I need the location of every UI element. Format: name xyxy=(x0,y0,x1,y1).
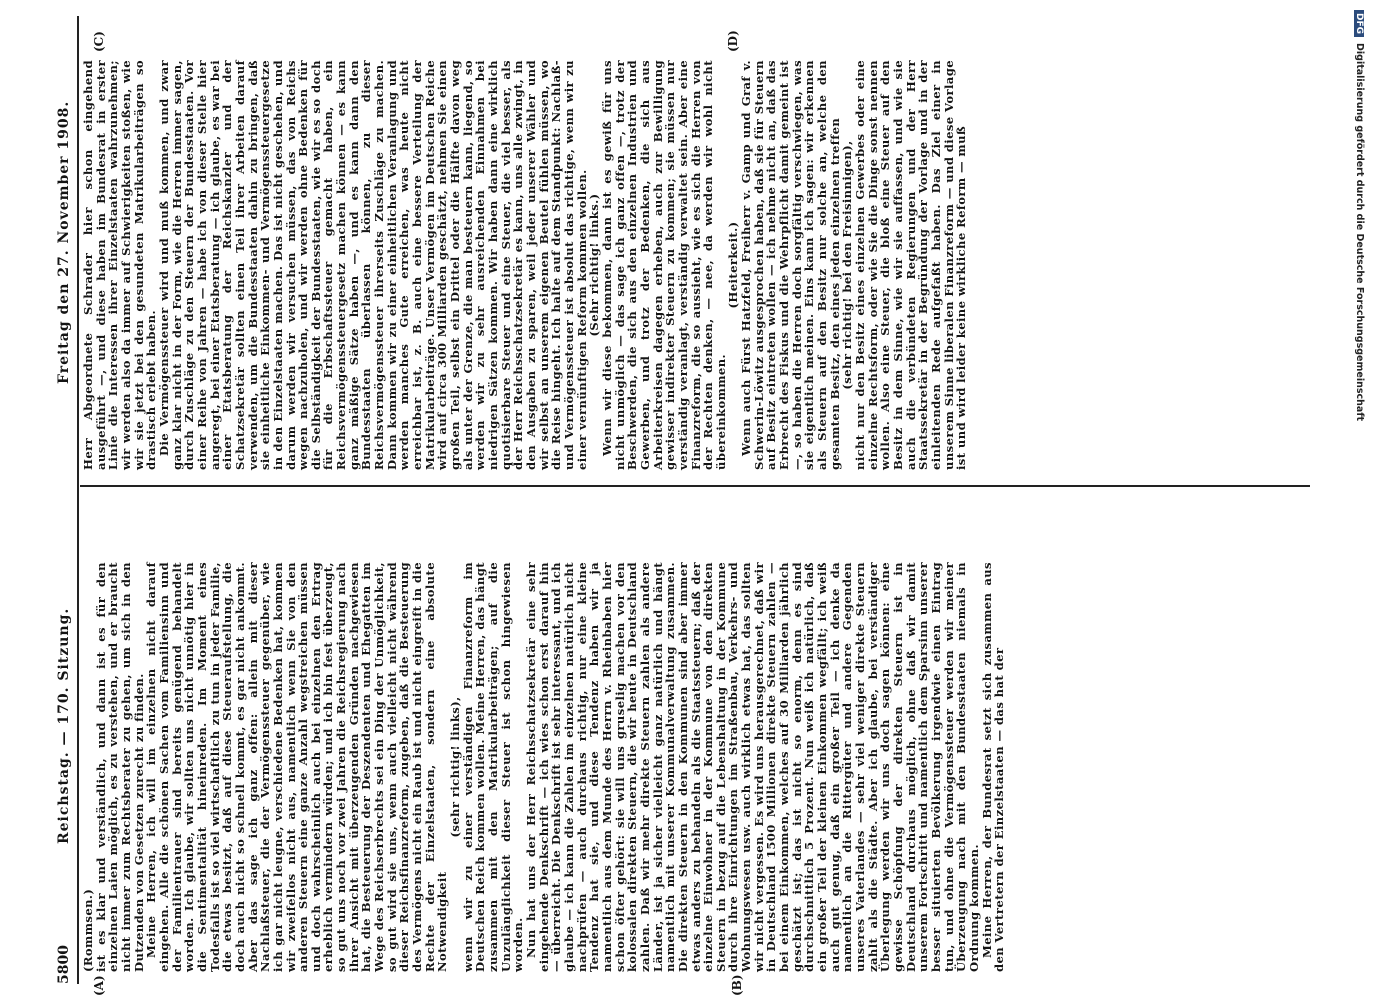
digitization-credit xyxy=(1351,10,1365,1000)
header-date: Freitag den 27. November 1908. xyxy=(56,100,72,384)
paragraph: Wenn auch Fürst Hatzfeld, Freiherr v. Gamp und Graf v. Schwerin-Löwitz ausgesprochen haben, daß sie für Steuern auf Besitz eintreten wollen — ich nehme nicht an, daß das Erbrecht des Fiskus und die Wehrpflicht damit gemeint ist —, so haben die Herren doch sorgfältig verschwiegen, was sie eigentlich meinen. Eins kann ich sagen: wir erkennen als Steuern auf den Besitz nur solche an, welche den gesamten Besitz, den eines jeden einzelnen treffen xyxy=(739,60,842,470)
credit-text: Digitalisierung gefördert durch die Deutsche Forschungsgemeinschaft xyxy=(1354,43,1365,421)
margin-mark-c: (C) xyxy=(92,31,106,52)
margin-mark-b: (B) xyxy=(730,974,744,996)
paragraph: Meine Herren, der Bundesrat setzt sich zusammen aus den Vertretern der Einzelstaaten — das hat der xyxy=(979,562,1007,972)
paragraph: Herr Abgeordnete Schrader hier schon eingehend ausgeführt —, und diese haben im Bundesrat in erster Linie die Interessen ihrer Einzelstaaten wahrzunehmen; wir werden also da immer auf Schwierigkeiten stoßen, wie wir sie jetzt bei den gesundeten Matrikularbeiträgen so drastisch erlebt haben. xyxy=(81,60,159,470)
header-rule xyxy=(77,16,79,984)
interjection: (Heiterkeit.) xyxy=(726,221,741,309)
interjection: (sehr richtig! links), xyxy=(448,696,463,838)
paragraph: Die Vermögenssteuer wird und muß kommen, und zwar ganz klar nicht in der Form, wie die Herren immer sagen, durch Zuschläge zu den Steuern der Bundesstaaten. Vor einer Reihe von Jahren — habe ich von dieser Stelle hier angeregt, bei einer Etatsberatung — ich glaube, es war bei einer Etatsberatung der Reichskanzler und der Schatzsekretär sollten einen Teil ihrer Arbeiten darauf verwenden, um die Bundesstaaten dahin zu bringen, daß sie einheitliche Einkommen- und Vermögenssteuergesetze in den Einzelstaaten machen. Das ist nicht geschehen, und darum werden wir versuchen müssen, das von Reichs wegen nachzuholen, und wir werden ohne Bedenken für die Selbständigkeit der Bundesstaaten, wie wir es so doch für die Erbschaftssteuer gemacht haben, ein Reichsvermögenssteuergesetz machen können — es kann ganz mäßige Sätze haben —, und es kann dann den Bundesstaaten überlassen können, zu dieser Reichsvermögenssteuer ihrerseits Zuschläge zu machen. Dann kommen wir zu einer einheitlichen Veranlagung und werden manches Gute erreichen, was heute nicht erreichbar ist, z. B. auch eine bessere Verteilung der Matrikularbeiträge. Unser Vermögen im Deutschen Reiche wird auf circa 300 Milliarden geschätzt, nehmen Sie einen großen Teil, selbst ein Drittel oder die Hälfte davon weg als unter der Grenze, die man besteuern kann, liegend, so werden wir zu sehr ausreichenden Einnahmen bei niedrigen Sätzen kommen. Wir haben dann eine wirklich quotisierbare Steuer und eine Steuer, die viel besser, als der Herr Reichsschatzsekretär es kann, uns alle zwingt, in den Ausgaben zu sparen, weil jeder unserer Wähler und wir selbst an unserem eigenen Beutel fühlen müssen, wo die Reise hingeht. Ich halte auf dem Standpunkt: Nachlaß- und Vermögenssteuer ist absolut das richtige, wenn wir zu einer vernünftigen Reform kommen wollen. xyxy=(156,60,589,470)
interjection: (Sehr richtig! links.) xyxy=(587,193,602,337)
margin-mark-a: (A) xyxy=(92,975,106,996)
paragraph: nicht nur den Besitz eines einzelnen Gewerbes oder eine einzelne Rechtsform, oder wie Sie die Dinge sonst nennen wollen. Also eine Steuer, die bloß eine Steuer auf den Besitz in dem Sinne, wie wir sie auffassen, und wie sie auch die verbündeten Regierungen und der Herr Staatssekretär in der Begründung der Vorlage und in der einleitenden Rede aufgefaßt haben. Das Ziel einer in unserem Sinne liberalen Finanzreform — und diese Vorlage ist und wird leider keine wirkliche Reform — muß xyxy=(853,60,969,470)
text-column-left xyxy=(82,562,1006,972)
interjection: (sehr richtig! bei den Freisinnigen), xyxy=(840,140,855,390)
page-number: 5800 xyxy=(56,945,72,984)
paragraph: wenn wir zu einer verständigen Finanzreform im Deutschen Reich kommen wollen. Meine Herren, das hängt zusammen mit den Matrikularbeiträgen; auf die Unzulänglichkeit dieser Steuer ist schon hingewiesen worden. xyxy=(460,562,526,972)
dfg-logo: DFG xyxy=(1354,10,1364,37)
column-divider xyxy=(80,485,1310,487)
paragraph: Nun hat uns der Herr Reichsschatzsekretär eine sehr eingehende Denkschrift — ich wies schon erst darauf hin — überreicht. Die Denkschrift ist sehr interessant, und ich glaube — ich kann die Zahlen im einzelnen natürlich nicht nachprüfen — auch durchaus richtig, nur eine kleine Tendenz hat sie, und diese Tendenz haben wir ja namentlich aus dem Munde des Herrn v. Rheinbaben hier schon öfter gehört: sie will uns gruselig machen vor den kolossalen direkten Steuern, die wir heute in Deutschland zahlen. Daß wir mehr direkte Steuern zahlen als andere Länder, ist ja sicher vielleicht ganz natürlich und hängt namentlich mit unserer Kommunalverwaltung zusammen. Die direkten Steuern in den Kommunen sind aber immer etwas anders zu behandeln als die Staatssteuern; daß der einzelne Einwohner in der Kommune von den direkten Steuern in bezug auf die Lebenshaltung in der Kommune durch ihre Einrichtungen im Straßenbau, Verkehrs- und Wohnungswesen usw. auch wirklich etwas hat, das sollten wir nicht vergessen. Es wird uns herausgerechnet, daß wir in Deutschland 1500 Millionen direkte Steuern zahlen — bei einem Einkommen, welches auf 30 Milliarden jährlich geschätzt ist; das ist nicht so enorm, denn es sind durchschnittlich 5 Prozent. Nun weiß ich natürlich, daß ein großer Teil der kleinen Einkommen wegfällt; ich weiß auch gut genug, daß ein großer Teil — ich denke da namentlich an die Rittergüter und andere Gegenden unseres Vaterlandes — sehr viel weniger direkte Steuern zahlt als die Städte. Aber ich glaube, bei verständiger Überlegung werden wir uns doch sagen können: eine gewisse Schöpfung der direkten Steuern ist in Deutschland durchaus möglich, ohne daß wir damit unserem Fortschritt und namentlich dem Sparsinn unserer besser situierten Bevölkerung irgendwie einen Eintrag tun, und ohne die Vermögenssteuer werden wir meiner Überzeugung nach mit den Bundesstaaten niemals in Ordnung kommen. xyxy=(523,562,981,972)
text-column-right xyxy=(82,60,968,470)
speaker-label: (Rommsen.) xyxy=(81,888,95,972)
paragraph: ist es klar und verständlich, und dann ist es für den einzelnen Laien möglich, es zu verstehen, und er braucht nicht immer zum Rechtsberater zu gehen, um sich in den Dutzenden von Gesetzen zurecht zu finden. xyxy=(93,562,146,972)
paragraph: Wenn wir diese bekommen, dann ist es gewiß für uns nicht unmöglich — das sage ich ganz offen —, trotz der Beschwerden, die sich aus den einzelnen Industrien und Gewerben, und trotz der Bedenken, die sich aus Arbeiterkreisen dagegen erheben, auch zur Bewilligung gewisser indirekter Steuern zu kommen; sie müssen nur verständig veranlagt, verständig verwaltet sein. Aber eine Finanzreform, die so aussieht, wie es sich die Herren von der Rechten denken, — nee, da werden wir wohl nicht übereinkommen. xyxy=(599,60,728,470)
page-header xyxy=(56,16,76,984)
header-title: Reichstag. — 170. Sitzung. xyxy=(56,607,72,844)
paragraph: Meine Herren, ich will im einzelnen nicht darauf eingehen. Alle die schönen Sachen vom Familiensinn und der Familientrauer sind bereits genügend behandelt worden. Ich glaube, wir sollten uns nicht unnötig hier in die Sentimentalität hineinreden. Im Moment eines Todesfalls ist so viel wirtschaftlich zu tun in jeder Familie, die etwas besitzt, daß auf diese Steueraufstellung, die doch auch nicht so schnell kommt, es gar nicht ankommt. Aber das sage ich ganz offen: allein mit dieser Nachlaßsteuer, die der Vermögenssteuer gegenüber, wie ich gar nicht leugne, verschiedene Bedenken hat, kommen wir zweifellos nicht aus, namentlich wenn Sie von den anderen Steuern eine ganze Anzahl wegstreichen müssen und doch wahrscheinlich auch bei einzelnen den Ertrag erheblich vermindern würden; und ich bin fest überzeugt, so gut uns noch vor zwei Jahren die Reichsregierung nach ihrer Ansicht mit überzeugenden Gründen nachgewiesen hat, die Besteuerung der Deszendenten und Ehegatten im Wege des Reichserbrechts sei ein Ding der Unmöglichkeit, so gut wird sie uns, wenn auch vielleicht nicht während dieser Reichsfinanzreform, zugeben, daß die Besteuerung des Vermögens nicht ein Raub ist und nicht eingreift in die Rechte der Einzelstaaten, sondern eine absolute Notwendigkeit xyxy=(144,562,450,972)
margin-mark-d: (D) xyxy=(726,30,740,52)
